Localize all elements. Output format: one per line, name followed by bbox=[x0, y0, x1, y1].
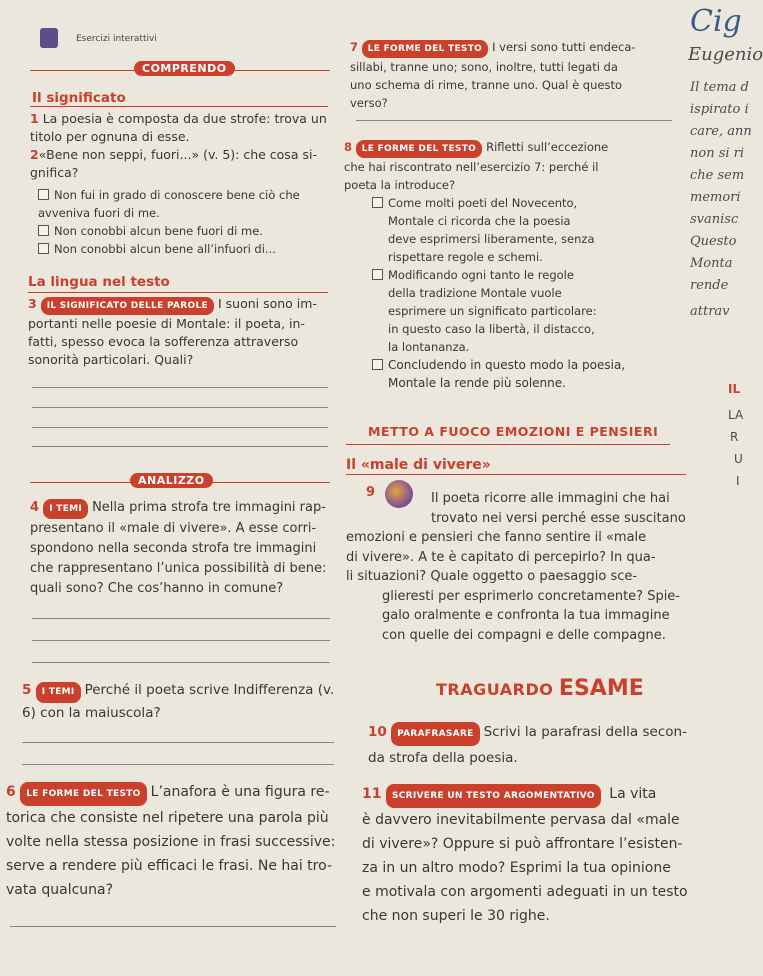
q2-line-b: gnifica? bbox=[30, 165, 79, 180]
opt2-text: Non conobbi alcun bene fuori di me. bbox=[54, 224, 263, 238]
right-line: attrav bbox=[690, 304, 730, 319]
significato-rule bbox=[30, 106, 328, 107]
right-line: Il tema d bbox=[690, 80, 749, 95]
book-icon bbox=[40, 28, 58, 48]
q9-f: glieresti per esprimerlo concretamente? Spie- bbox=[382, 588, 680, 604]
right-letter: I bbox=[736, 474, 740, 488]
q6-a: L’anafora è una figura re- bbox=[150, 784, 330, 800]
right-letter: U bbox=[734, 452, 743, 466]
q9-d: di vivere». A te è capitato di percepirlo? In qua- bbox=[346, 549, 656, 565]
question-11: 11 SCRIVERE UN TESTO ARGOMENTATIVO La vita è davvero inevitabilmente pervasa dal «male di vivere»? Oppure si può affrontare l’esisten- za in un altro modo? Esprimi la tua opinione e motivala con argomenti adeguati in un testo che non superi le 30 righe. bbox=[362, 786, 688, 924]
q9-e: li situazioni? Quale oggetto o paesaggio sce- bbox=[346, 569, 638, 584]
q6-badge: LE FORME DEL TESTO bbox=[20, 782, 146, 806]
q5-a: Perché il poeta scrive Indifferenza (v. bbox=[84, 682, 335, 698]
q11-f: che non superi le 30 righe. bbox=[362, 908, 550, 924]
question-6: 6 LE FORME DEL TESTO L’anafora è una figura re- torica che consiste nel ripetere una parola più volte nella stessa posizione in frasi successive: serve a rendere più efficaci le frasi. Ne hai tro- vata qualcuna? bbox=[6, 784, 336, 898]
question-9-number: 9 bbox=[366, 485, 376, 500]
q3-c: fatti, spesso evoca la sofferenza attraverso bbox=[28, 334, 299, 349]
analizzo-header: ANALIZZO bbox=[130, 473, 213, 488]
q6-d: serve a rendere più efficaci le frasi. Ne hai tro- bbox=[6, 858, 332, 874]
answer-line[interactable] bbox=[22, 764, 334, 765]
q1-line-b: titolo per ognuna di esse. bbox=[30, 129, 190, 144]
q3-b: portanti nelle poesie di Montale: il poeta, in- bbox=[28, 316, 305, 331]
q4-d: che rappresentano l’unica possibilità di bene: bbox=[30, 561, 327, 576]
c1-b: Montale ci ricorda che la poesia bbox=[388, 214, 571, 228]
q7-d: verso? bbox=[350, 96, 388, 110]
lingua-title: La lingua nel testo bbox=[28, 274, 170, 290]
q4-badge: I TEMI bbox=[43, 499, 88, 519]
right-line: rende bbox=[690, 278, 729, 293]
answer-line[interactable] bbox=[22, 742, 334, 743]
q6-b: torica che consiste nel ripetere una parola più bbox=[6, 810, 329, 826]
checkbox[interactable] bbox=[372, 359, 383, 370]
q9-a: Il poeta ricorre alle immagini che hai bbox=[431, 491, 670, 506]
option-1[interactable] bbox=[38, 186, 300, 222]
metto-header: METTO A FUOCO EMOZIONI E PENSIERI bbox=[368, 424, 659, 439]
right-line: ispirato i bbox=[690, 102, 749, 117]
opt1-a: Non fui in grado di conoscere bene ciò che bbox=[54, 188, 300, 202]
question-8: 8 LE FORME DEL TESTO Rifletti sull’eccezione che hai riscontrato nell’esercizio 7: perché il poeta la introduce? bbox=[344, 140, 609, 192]
right-line: care, ann bbox=[690, 124, 752, 139]
right-line: Monta bbox=[690, 256, 733, 271]
q11-a: La vita bbox=[609, 786, 657, 802]
q11-e: e motivala con argomenti adeguati in un testo bbox=[362, 884, 688, 900]
esame-label: ESAME bbox=[558, 676, 644, 701]
q10-b: da strofa della poesia. bbox=[368, 750, 518, 766]
right-letter: R bbox=[730, 430, 739, 444]
answer-line[interactable] bbox=[32, 662, 330, 663]
c1-a: Come molti poeti del Novecento, bbox=[388, 196, 578, 210]
q7-b: sillabi, tranne uno; sono, inoltre, tutti legati da bbox=[350, 60, 618, 74]
right-title: Eugenio bbox=[688, 44, 763, 65]
c2-a: Modificando ogni tanto le regole bbox=[388, 268, 574, 282]
checkbox[interactable] bbox=[38, 243, 49, 254]
option-3[interactable] bbox=[38, 240, 276, 258]
question-3: 3 IL SIGNIFICATO DELLE PAROLE I suoni sono im- portanti nelle poesie di Montale: il poeta, in- fatti, spesso evoca la sofferenza attraverso sonorità particolari. Quali? bbox=[28, 296, 317, 367]
c2-c: esprimere un significato particolare: bbox=[388, 304, 597, 318]
q11-badge: SCRIVERE UN TESTO ARGOMENTATIVO bbox=[386, 784, 601, 808]
choice-1[interactable] bbox=[372, 194, 595, 266]
male-rule bbox=[346, 474, 686, 475]
q8-b: che hai riscontrato nell’esercizio 7: perché il bbox=[344, 160, 599, 174]
corner-title: Cig bbox=[690, 4, 742, 39]
right-line: Questo bbox=[690, 234, 737, 249]
q6-c: volte nella stessa posizione in frasi successive: bbox=[6, 834, 336, 850]
q3-d: sonorità particolari. Quali? bbox=[28, 352, 194, 367]
answer-line[interactable] bbox=[32, 446, 328, 447]
c2-e: la lontananza. bbox=[388, 340, 470, 354]
q5-b: 6) con la maiuscola? bbox=[22, 705, 161, 721]
traguardo-header bbox=[436, 676, 644, 701]
q8-badge: LE FORME DEL TESTO bbox=[356, 140, 482, 158]
q4-b: presentano il «male di vivere». A esse corri- bbox=[30, 521, 317, 536]
c3-a: Concludendo in questo modo la poesia, bbox=[388, 358, 626, 372]
q9-c: emozioni e pensieri che fanno sentire il «male bbox=[346, 530, 647, 545]
q8-a: Rifletti sull’eccezione bbox=[486, 140, 609, 154]
q4-e: quali sono? Che cos’hanno in comune? bbox=[30, 581, 284, 596]
significato-title: Il significato bbox=[32, 90, 126, 106]
q7-badge: LE FORME DEL TESTO bbox=[362, 40, 488, 58]
q1-line-a: La poesia è composta da due strofe: trova un bbox=[42, 111, 327, 126]
checkbox[interactable] bbox=[38, 225, 49, 236]
comprendo-header: COMPRENDO bbox=[134, 61, 235, 76]
q9-g: galo oralmente e confronta la tua immagine bbox=[382, 608, 670, 623]
question-4: 4 I TEMI Nella prima strofa tre immagini rap- presentano il «male di vivere». A esse corri- spondono nella seconda strofa tre immagini che rappresentano l’unica possibilità di bene: quali sono? Che cos’hanno in comune? bbox=[30, 500, 327, 596]
answer-line[interactable] bbox=[32, 387, 328, 388]
q3-badge: IL SIGNIFICATO DELLE PAROLE bbox=[41, 297, 214, 315]
c1-c: deve esprimersi liberamente, senza bbox=[388, 232, 595, 246]
opt1-b: avveniva fuori di me. bbox=[38, 206, 160, 220]
answer-line[interactable] bbox=[32, 640, 330, 641]
q10-badge: PARAFRASARE bbox=[391, 722, 480, 746]
q9-b: trovato nei versi perché esse suscitano bbox=[431, 510, 686, 526]
answer-line[interactable] bbox=[32, 618, 330, 619]
breadcrumb[interactable]: Esercizi interattivi bbox=[76, 34, 157, 44]
right-letter: LA bbox=[728, 408, 744, 422]
male-title: Il «male di vivere» bbox=[346, 457, 491, 473]
q4-a: Nella prima strofa tre immagini rap- bbox=[92, 500, 326, 515]
q7-c: uno schema di rime, tranne uno. Qual è questo bbox=[350, 78, 622, 92]
option-2[interactable] bbox=[38, 222, 263, 240]
q8-c: poeta la introduce? bbox=[344, 178, 456, 192]
choice-3[interactable] bbox=[372, 356, 625, 392]
right-letter: IL bbox=[728, 382, 741, 396]
right-line: che sem bbox=[690, 168, 745, 183]
answer-line[interactable] bbox=[32, 427, 328, 428]
question-9 bbox=[346, 489, 706, 645]
opt3-text: Non conobbi alcun bene all’infuori di... bbox=[54, 242, 276, 256]
question-5: 5 I TEMI Perché il poeta scrive Indifferenza (v. 6) con la maiuscola? bbox=[22, 682, 335, 721]
q11-d: za in un altro modo? Esprimi la tua opinione bbox=[362, 860, 671, 876]
traguardo-label: TRAGUARDO bbox=[436, 680, 554, 699]
q5-badge: I TEMI bbox=[36, 682, 81, 703]
question-2: 2«Bene non seppi, fuori...» (v. 5): che cosa si- gnifica? bbox=[30, 147, 317, 180]
right-line: non si ri bbox=[690, 146, 745, 161]
right-line: memori bbox=[690, 190, 741, 205]
answer-line[interactable] bbox=[356, 120, 672, 121]
checkbox[interactable] bbox=[38, 189, 49, 200]
checkbox[interactable] bbox=[372, 197, 383, 208]
right-line: svanisc bbox=[690, 212, 739, 227]
lingua-rule bbox=[28, 292, 328, 293]
checkbox[interactable] bbox=[372, 269, 383, 280]
q4-c: spondono nella seconda strofa tre immagini bbox=[30, 541, 317, 556]
choice-2[interactable] bbox=[372, 266, 597, 356]
answer-line[interactable] bbox=[32, 407, 328, 408]
c3-b: Montale la rende più solenne. bbox=[388, 376, 566, 390]
c2-b: della tradizione Montale vuole bbox=[388, 286, 562, 300]
q6-e: vata qualcuna? bbox=[6, 882, 114, 898]
c2-d: in questo caso la libertà, il distacco, bbox=[388, 322, 595, 336]
q11-b: è davvero inevitabilmente pervasa dal «male bbox=[362, 812, 680, 828]
q11-c: di vivere»? Oppure si può affrontare l’esisten- bbox=[362, 836, 683, 852]
q2-line-a: «Bene non seppi, fuori...» (v. 5): che cosa si- bbox=[38, 147, 317, 162]
question-10: 10 PARAFRASARE Scrivi la parafrasi della secon- da strofa della poesia. bbox=[368, 724, 687, 766]
metto-rule bbox=[346, 444, 670, 445]
question-1: 1 La poesia è composta da due strofe: trova un titolo per ognuna di esse. bbox=[30, 111, 327, 144]
q10-a: Scrivi la parafrasi della secon- bbox=[483, 724, 687, 740]
q9-h: con quelle dei compagni e delle compagne. bbox=[382, 627, 666, 643]
q7-a: I versi sono tutti endeca- bbox=[492, 40, 636, 54]
answer-line[interactable] bbox=[10, 926, 336, 927]
c1-d: rispettare regole e schemi. bbox=[388, 250, 543, 264]
q3-a: I suoni sono im- bbox=[217, 296, 317, 311]
question-7: 7 LE FORME DEL TESTO I versi sono tutti endeca- sillabi, tranne uno; sono, inoltre, tutti legati da uno schema di rime, tranne uno. Qual è questo verso? bbox=[350, 40, 636, 110]
